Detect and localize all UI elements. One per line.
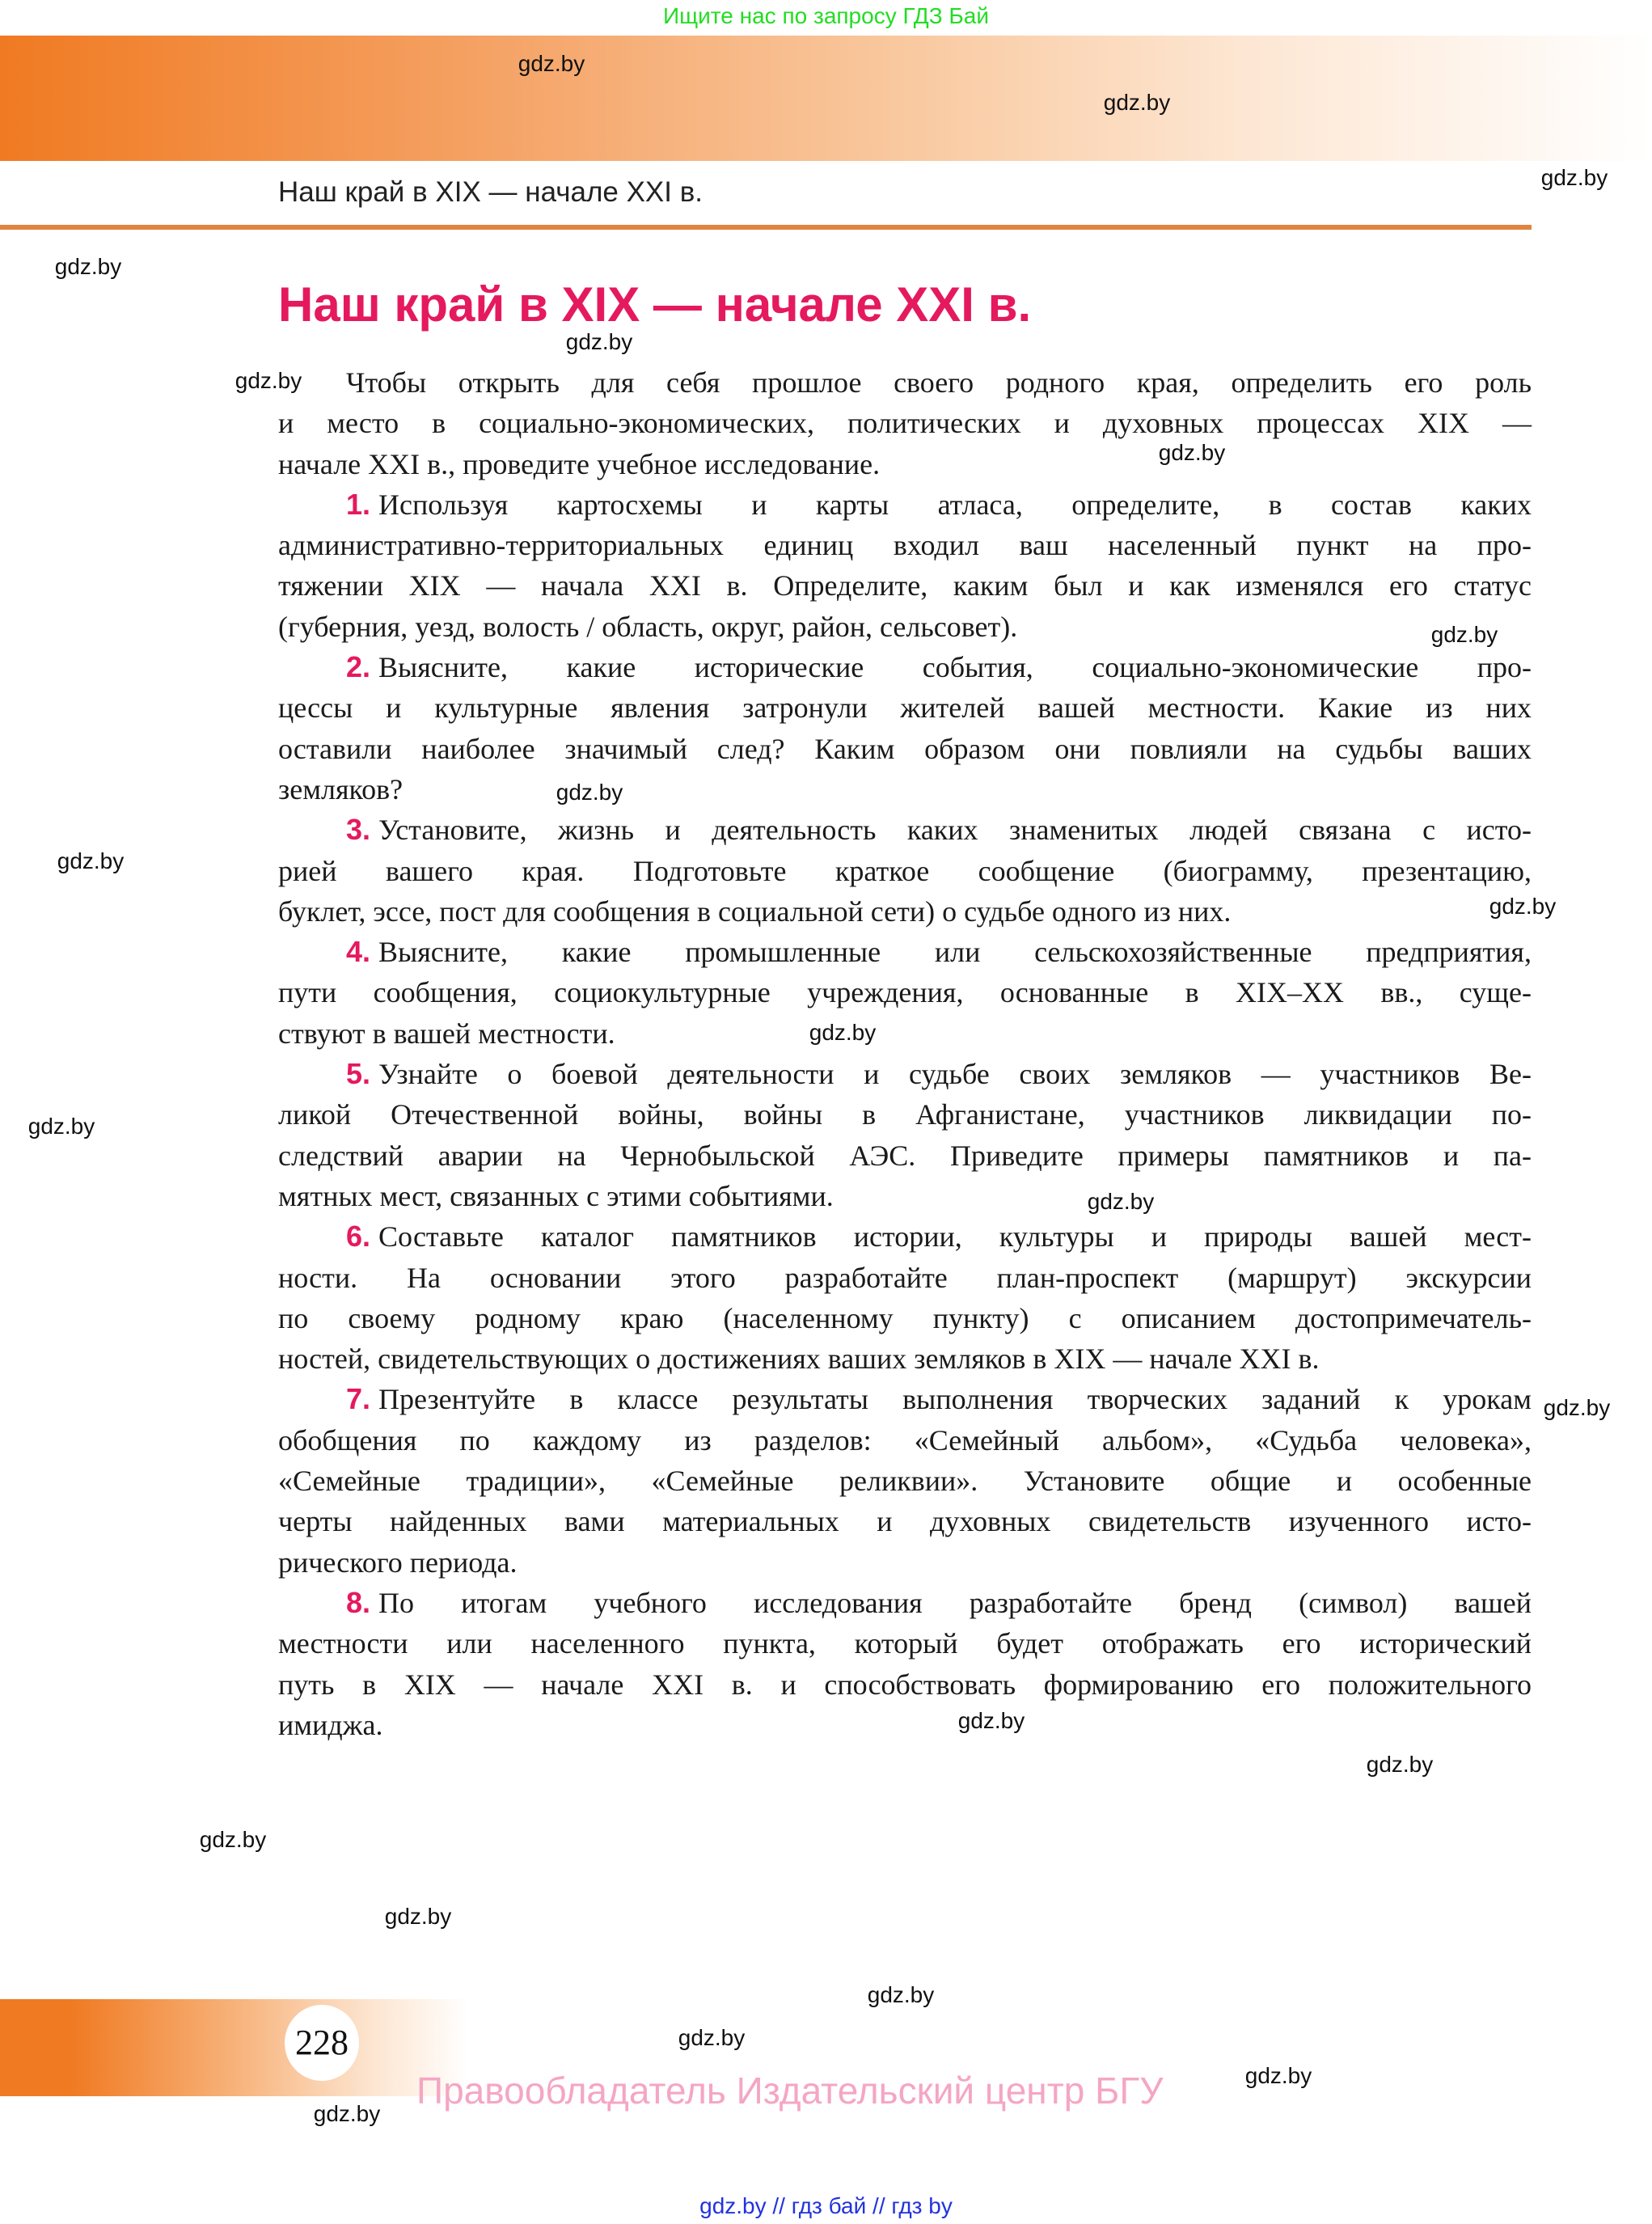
search-hint-banner: Ищите нас по запросу ГДЗ Бай — [662, 3, 990, 28]
line-text: тяжении XIX — начала XXI в. Определите, каким был и как изменялся его статус — [278, 569, 1532, 603]
text-line — [278, 687, 1532, 728]
text-line — [278, 1542, 1532, 1583]
text-line — [278, 1664, 1532, 1705]
line-text: обобщения по каждому из разделов: «Семейный альбом», «Судьба человека», — [278, 1423, 1532, 1457]
line-text: (губерния, уезд, волость / область, округ, район, сельсовет). — [278, 610, 1018, 643]
gdz-watermark: gdz.by — [1430, 622, 1498, 647]
text-line — [278, 403, 1532, 443]
task-number: 6. — [346, 1220, 371, 1254]
text-line — [278, 1420, 1532, 1461]
text-line — [278, 607, 1532, 647]
text-line — [278, 1176, 1532, 1216]
task-item — [278, 1379, 1532, 1582]
gdz-watermark: gdz.by — [384, 1904, 452, 1929]
line-text: начале XXI в., проведите учебное исследование. — [278, 447, 881, 480]
task-item — [278, 1216, 1532, 1379]
task-number: 8. — [346, 1585, 371, 1619]
text-line — [278, 810, 1532, 850]
gdz-watermark: gdz.by — [234, 368, 302, 393]
gdz-watermark: gdz.by — [1543, 1395, 1611, 1420]
text-line — [278, 1379, 1532, 1419]
line-text: «Семейные традиции», «Семейные реликвии». Установите общие и особенные — [278, 1465, 1532, 1498]
intro-paragraph — [278, 362, 1532, 484]
text-line — [278, 1623, 1532, 1664]
task-number: 3. — [346, 813, 371, 847]
line-text: путь в XIX — начале XXI в. и способствовать формированию его положительного — [278, 1668, 1532, 1701]
text-line — [278, 1298, 1532, 1338]
text-line — [278, 647, 1532, 687]
line-text: цессы и культурные явления затронули жителей вашей местности. Какие из них — [278, 691, 1532, 725]
text-line — [278, 484, 1532, 525]
line-text: Выясните, какие промышленные или сельскохозяйственные предприятия, — [378, 936, 1532, 969]
text-line — [278, 444, 1532, 484]
text-line — [278, 1135, 1532, 1176]
gdz-watermark: gdz.by — [313, 2101, 381, 2126]
text-line — [278, 769, 1532, 810]
gdz-watermark: gdz.by — [1244, 2063, 1312, 2088]
line-text: ствуют в вашей местности. — [278, 1017, 615, 1050]
header-divider — [0, 225, 1532, 230]
page-title: Наш край в XIX — начале XXI в. — [278, 277, 1032, 332]
gdz-watermark: gdz.by — [556, 780, 623, 805]
text-line — [278, 1216, 1532, 1257]
gdz-watermark: gdz.by — [1540, 165, 1608, 190]
line-text: земляков? — [278, 772, 403, 805]
line-text: местности или населенного пункта, который будет отображать его исторический — [278, 1627, 1532, 1660]
gdz-watermark: gdz.by — [867, 1982, 935, 2007]
line-text: Используя картосхемы и карты атласа, определите, в состав каких — [378, 488, 1532, 521]
gdz-watermark: gdz.by — [809, 1020, 877, 1045]
line-text: пути сообщения, социокультурные учреждения, основанные в XIX–XX вв., суще- — [278, 976, 1532, 1009]
line-text: ликой Отечественной войны, войны в Афганистане, участников ликвидации по- — [278, 1098, 1532, 1131]
line-text: следствий аварии на Чернобыльской АЭС. Приведите примеры памятников и па- — [278, 1139, 1532, 1172]
page-number: 228 — [285, 2005, 359, 2081]
line-text: рией вашего края. Подготовьте краткое сообщение (биограмму, презентацию, — [278, 854, 1532, 887]
header-orange-band — [0, 36, 1652, 161]
task-number: 4. — [346, 935, 371, 969]
line-text: Установите, жизнь и деятельность каких знаменитых людей связана с исто- — [378, 814, 1532, 847]
line-text: рического периода. — [278, 1545, 518, 1579]
task-item — [278, 484, 1532, 647]
line-text: Презентуйте в классе результаты выполнения творческих заданий к урокам — [378, 1383, 1532, 1416]
gdz-watermark: gdz.by — [1366, 1752, 1434, 1777]
task-number: 1. — [346, 487, 371, 521]
task-number: 5. — [346, 1057, 371, 1091]
line-text: административно-территориальных единиц входил ваш населенный пункт на про- — [278, 529, 1532, 562]
gdz-watermark: gdz.by — [565, 329, 633, 354]
text-line — [278, 1054, 1532, 1094]
rights-holder-watermark: Правообладатель Издательский центр БГУ — [416, 2070, 1164, 2112]
text-line — [278, 525, 1532, 565]
text-line — [278, 851, 1532, 891]
line-text: Чтобы открыть для себя прошлое своего родного края, определить его роль — [346, 366, 1532, 399]
task-number: 2. — [346, 650, 371, 684]
text-line — [278, 972, 1532, 1013]
gdz-watermark: gdz.by — [54, 254, 122, 279]
gdz-watermark: gdz.by — [57, 848, 125, 873]
gdz-watermark: gdz.by — [27, 1114, 95, 1139]
line-text: ностей, свидетельствующих о достижениях ваших земляков в XIX — начале XXI в. — [278, 1342, 1320, 1376]
text-line — [278, 565, 1532, 606]
gdz-watermark: gdz.by — [199, 1827, 267, 1852]
task-item — [278, 647, 1532, 810]
footer-orange-band — [0, 1999, 469, 2096]
line-text: Узнайте о боевой деятельности и судьбе своих земляков — участников Ве- — [378, 1058, 1532, 1091]
line-text: ности. На основании этого разработайте план-проспект (маршрут) экскурсии — [278, 1261, 1532, 1294]
text-line — [278, 1501, 1532, 1541]
text-line — [278, 1013, 1532, 1054]
body-text — [278, 362, 1532, 1745]
task-number: 7. — [346, 1382, 371, 1416]
text-line — [278, 932, 1532, 972]
text-line — [278, 1094, 1532, 1135]
text-line — [278, 362, 1532, 403]
gdz-watermark: gdz.by — [957, 1708, 1025, 1733]
line-text: Выясните, какие исторические события, социально-экономические про- — [378, 651, 1532, 684]
task-item — [278, 1054, 1532, 1216]
task-item — [278, 1583, 1532, 1745]
text-line — [278, 1258, 1532, 1298]
line-text: По итогам учебного исследования разработайте бренд (символ) вашей — [378, 1586, 1532, 1619]
line-text: Составьте каталог памятников истории, культуры и природы вашей мест- — [378, 1220, 1532, 1254]
gdz-watermark: gdz.by — [1087, 1189, 1155, 1214]
gdz-watermark: gdz.by — [1103, 90, 1171, 115]
text-line — [278, 891, 1532, 932]
line-text: по своему родному краю (населенному пункту) с описанием достопримечатель- — [278, 1301, 1532, 1334]
task-item — [278, 932, 1532, 1054]
line-text: мятных мест, связанных с этими событиями. — [278, 1179, 834, 1212]
line-text: и место в социально-экономических, политических и духовных процессах XIX — — [278, 407, 1532, 440]
text-line — [278, 1705, 1532, 1745]
gdz-watermark: gdz.by — [678, 2025, 746, 2050]
gdz-watermark: gdz.by — [1158, 440, 1226, 465]
line-text: буклет, эссе, пост для сообщения в социальной сети) о судьбе одного из них. — [278, 894, 1232, 928]
text-line — [278, 1583, 1532, 1623]
text-line — [278, 729, 1532, 769]
text-line — [278, 1338, 1532, 1379]
line-text: оставили наиболее значимый след? Каким образом они повлияли на судьбы ваших — [278, 732, 1532, 765]
task-item — [278, 810, 1532, 932]
gdz-watermark: gdz.by — [1489, 894, 1557, 919]
gdz-watermark: gdz.by — [518, 51, 585, 76]
text-line — [278, 1461, 1532, 1501]
bottom-links[interactable]: gdz.by // гдз бай // гдз by — [699, 2193, 953, 2218]
line-text: имиджа. — [278, 1708, 383, 1741]
running-head: Наш край в XIX — начале XXI в. — [278, 176, 703, 208]
line-text: черты найденных вами материальных и духовных свидетельств изученного исто- — [278, 1505, 1532, 1538]
